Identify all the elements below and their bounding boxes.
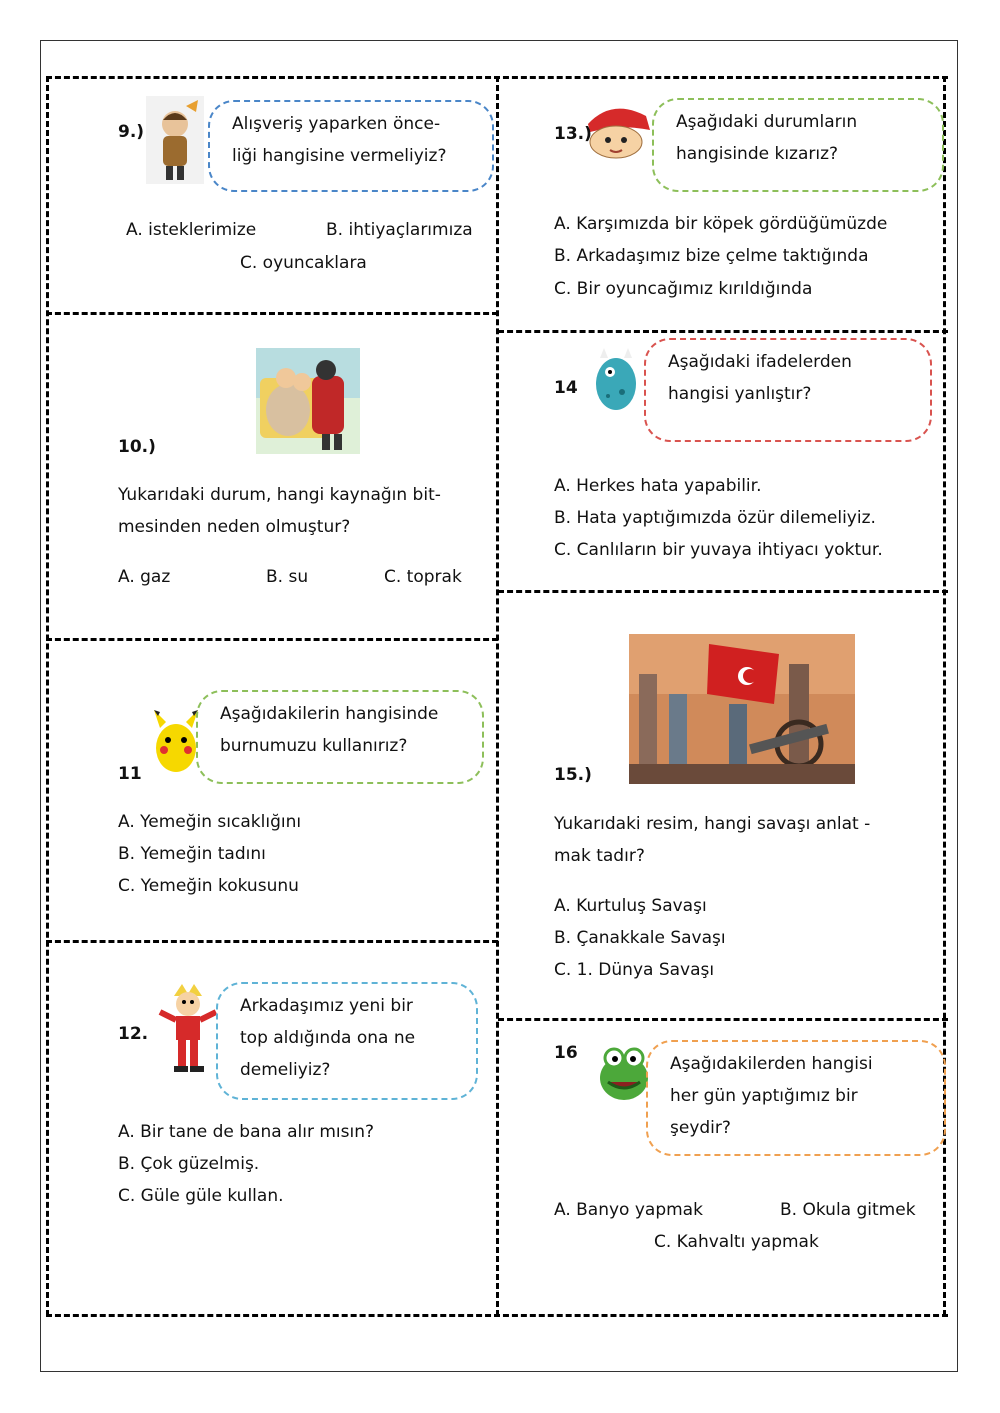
question-bubble	[652, 98, 944, 192]
question-line: Yukarıdaki resim, hangi savaşı anlat -	[554, 814, 871, 834]
question-line: demeliyiz?	[240, 1060, 331, 1080]
question-line: Aşağıdaki ifadelerden	[668, 352, 852, 372]
option-b: B. ihtiyaçlarımıza	[326, 220, 473, 240]
question-line: burnumuzu kullanırız?	[220, 736, 408, 756]
option-a: A. Kurtuluş Savaşı	[554, 896, 707, 916]
question-number: 12.	[118, 1024, 149, 1044]
question-bubble	[216, 982, 478, 1100]
option-c: C. oyuncaklara	[240, 253, 367, 273]
illustration-image	[256, 348, 360, 454]
option-a: A. Banyo yapmak	[554, 1200, 703, 1220]
option-c: C. Güle güle kullan.	[118, 1186, 284, 1206]
question-number: 14	[554, 378, 578, 398]
question-line: Aşağıdakilerin hangisinde	[220, 704, 439, 724]
question-line: Arkadaşımız yeni bir	[240, 996, 413, 1016]
character-image	[156, 982, 220, 1078]
question-line: Yukarıdaki durum, hangi kaynağın bit-	[118, 485, 441, 505]
option-b: B. Hata yaptığımızda özür dilemeliyiz.	[554, 508, 876, 528]
option-c: C. Bir oyuncağımız kırıldığında	[554, 279, 813, 299]
option-c: C. 1. Dünya Savaşı	[554, 960, 715, 980]
question-line: şeydir?	[670, 1118, 731, 1138]
card-divider	[498, 590, 948, 593]
question-bubble	[196, 690, 484, 784]
question-line: hangisi yanlıştır?	[668, 384, 812, 404]
option-a: A. Bir tane de bana alır mısın?	[118, 1122, 375, 1142]
question-number: 16	[554, 1043, 578, 1063]
option-a: A. Karşımızda bir köpek gördüğümüzde	[554, 214, 888, 234]
question-line: Aşağıdakilerden hangisi	[670, 1054, 873, 1074]
option-b: B. Çanakkale Savaşı	[554, 928, 726, 948]
card-divider	[498, 1018, 948, 1021]
question-number: 10.)	[118, 437, 156, 457]
character-image	[582, 102, 654, 164]
option-c: C. Canlıların bir yuvaya ihtiyacı yoktur.	[554, 540, 883, 560]
question-line: mesinden neden olmuştur?	[118, 517, 351, 537]
option-a: A. isteklerimize	[126, 220, 257, 240]
question-line: hangisinde kızarız?	[676, 144, 839, 164]
question-bubble	[644, 338, 932, 442]
question-number: 11	[118, 764, 142, 784]
card-divider	[46, 76, 49, 1316]
option-a: A. gaz	[118, 567, 171, 587]
option-b: B. Okula gitmek	[780, 1200, 916, 1220]
character-image	[146, 96, 204, 184]
option-a: A. Yemeğin sıcaklığını	[118, 812, 302, 832]
option-b: B. Arkadaşımız bize çelme taktığında	[554, 246, 869, 266]
card-divider	[46, 312, 498, 315]
card-divider	[496, 76, 499, 1316]
option-b: B. su	[266, 567, 309, 587]
question-line: her gün yaptığımız bir	[670, 1086, 858, 1106]
option-b: B. Yemeğin tadını	[118, 844, 266, 864]
question-bubble	[646, 1040, 946, 1156]
question-line: mak tadır?	[554, 846, 645, 866]
card-divider	[498, 330, 948, 333]
card-divider	[46, 638, 498, 641]
character-image	[150, 706, 202, 778]
question-number: 13.)	[554, 124, 592, 144]
option-b: B. Çok güzelmiş.	[118, 1154, 260, 1174]
character-image	[588, 344, 644, 414]
question-line: Alışveriş yaparken önce-	[232, 114, 441, 134]
painting-image	[629, 634, 855, 784]
option-c: C. Yemeğin kokusunu	[118, 876, 299, 896]
option-c: C. toprak	[384, 567, 462, 587]
card-divider	[46, 940, 498, 943]
question-line: top aldığında ona ne	[240, 1028, 416, 1048]
question-number: 9.)	[118, 122, 145, 142]
question-line: Aşağıdaki durumların	[676, 112, 858, 132]
character-image	[594, 1042, 652, 1104]
question-line: liği hangisine vermeliyiz?	[232, 146, 447, 166]
question-bubble	[208, 100, 494, 192]
question-number: 15.)	[554, 765, 592, 785]
option-c: C. Kahvaltı yapmak	[654, 1232, 819, 1252]
option-a: A. Herkes hata yapabilir.	[554, 476, 762, 496]
